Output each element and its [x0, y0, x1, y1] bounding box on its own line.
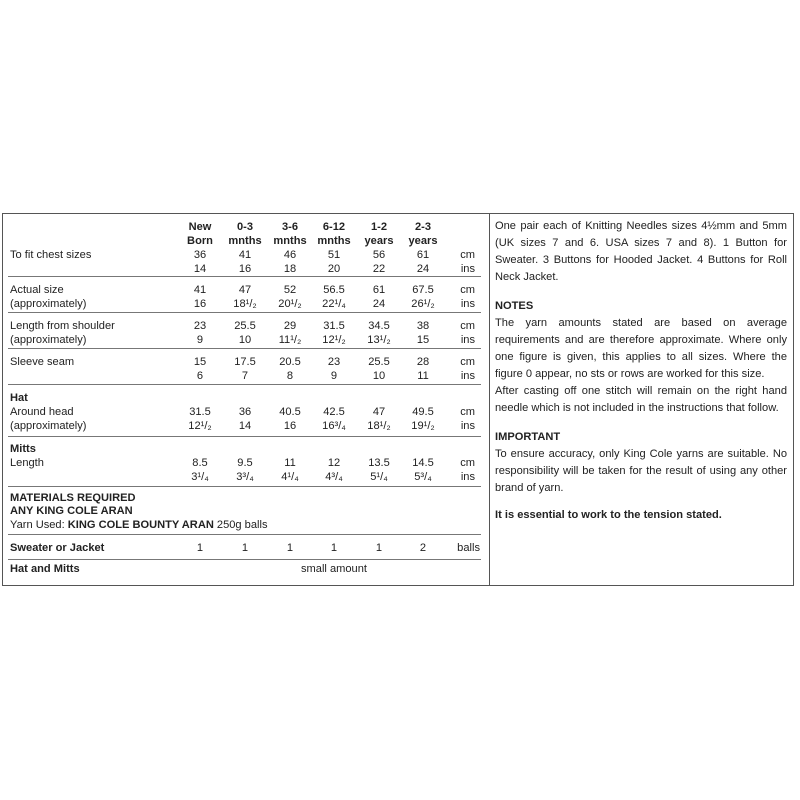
ins-value: 14	[193, 263, 207, 275]
ins-value: 20	[327, 263, 341, 275]
cm-value: 31.5	[323, 320, 345, 332]
sweater-balls-value: 1	[375, 542, 383, 554]
row-label: Length from shoulder	[10, 320, 115, 332]
hat-mitts-value: small amount	[301, 563, 367, 575]
yarn-name: KING COLE BOUNTY ARAN	[67, 519, 214, 531]
cm-value: 15	[193, 356, 207, 368]
unit-ins: ins	[460, 420, 475, 432]
ins-value: 11¹/₂	[278, 334, 302, 346]
mitts-cm-value: 14.5	[412, 457, 434, 469]
hat-ins-value: 16³/₄	[322, 420, 346, 432]
size-header-line1: 2-3	[414, 221, 432, 233]
size-header-line2: years	[364, 235, 394, 247]
unit-cm: cm	[460, 249, 475, 261]
sweater-balls-value: 2	[419, 542, 427, 554]
balls-unit: balls	[457, 542, 480, 554]
cm-value: 25.5	[368, 356, 390, 368]
ins-value: 8	[286, 370, 294, 382]
cm-value: 23	[193, 320, 207, 332]
cm-value: 47	[238, 284, 252, 296]
size-header-line1: 1-2	[370, 221, 388, 233]
row-separator	[8, 312, 481, 313]
cm-value: 67.5	[412, 284, 434, 296]
cm-value: 28	[416, 356, 430, 368]
notes-heading: NOTES	[495, 300, 534, 312]
size-header-line1: 3-6	[281, 221, 299, 233]
unit-ins: ins	[460, 370, 475, 382]
cm-value: 29	[283, 320, 297, 332]
cm-value: 51	[327, 249, 341, 261]
mitts-separator	[8, 486, 481, 487]
sweater-balls-value: 1	[241, 542, 249, 554]
hat-ins-value: 19¹/₂	[411, 420, 435, 432]
hat-cm-value: 47	[372, 406, 386, 418]
mitts-ins-value: 4¹/₄	[281, 471, 299, 483]
hat-label-sub: (approximately)	[10, 420, 87, 432]
sweater-balls-value: 1	[286, 542, 294, 554]
cm-value: 36	[193, 249, 207, 261]
row-label: To fit chest sizes	[10, 249, 92, 261]
ins-value: 10	[372, 370, 386, 382]
hat-ins-value: 18¹/₂	[367, 420, 391, 432]
cm-value: 56.5	[323, 284, 345, 296]
needles-buttons-text: One pair each of Knitting Needles sizes 4½mm and 5mm (UK sizes 7 and 6. USA sizes 7 and 8). 1 Button for Sweater. 3 Buttons for Hooded Jacket. 4 Buttons for Roll Neck Jacket.	[495, 220, 787, 283]
cm-value: 17.5	[234, 356, 256, 368]
important-heading: IMPORTANT	[495, 431, 561, 443]
ins-value: 9	[330, 370, 338, 382]
mitts-ins-value: 5¹/₄	[370, 471, 388, 483]
hat-heading: Hat	[10, 392, 28, 404]
hat-ins-value: 14	[238, 420, 252, 432]
cm-value: 25.5	[234, 320, 256, 332]
ins-value: 20¹/₂	[278, 298, 302, 310]
row-separator	[8, 384, 481, 385]
sizes-table	[3, 214, 489, 585]
mitts-ins-value: 5³/₄	[414, 471, 432, 483]
ins-value: 18	[283, 263, 297, 275]
unit-cm: cm	[460, 320, 475, 332]
size-header-line1: 6-12	[322, 221, 346, 233]
materials-heading: MATERIALS REQUIRED	[10, 492, 136, 504]
mitts-label: Length	[10, 457, 44, 469]
unit-ins: ins	[460, 471, 475, 483]
cm-value: 23	[327, 356, 341, 368]
hat-cm-value: 36	[238, 406, 252, 418]
mitts-cm-value: 12	[327, 457, 341, 469]
hat-cm-value: 49.5	[412, 406, 434, 418]
ins-value: 18¹/₂	[233, 298, 257, 310]
ins-value: 26¹/₂	[411, 298, 435, 310]
cm-value: 61	[416, 249, 430, 261]
row-separator	[8, 276, 481, 277]
ins-value: 7	[241, 370, 249, 382]
ins-value: 16	[238, 263, 252, 275]
hat-mitts-label: Hat and Mitts	[10, 563, 80, 575]
unit-ins: ins	[460, 298, 475, 310]
notes-column	[495, 218, 787, 524]
cm-value: 41	[193, 284, 207, 296]
ins-value: 24	[416, 263, 430, 275]
pattern-info-panel	[2, 213, 794, 586]
unit-cm: cm	[460, 457, 475, 469]
materials-subheading: ANY KING COLE ARAN	[10, 505, 133, 517]
ins-value: 13¹/₂	[367, 334, 391, 346]
important-paragraph: To ensure accuracy, only King Cole yarns are suitable. No responsibility will be taken for the result of using any other brand of yarn.	[495, 448, 787, 494]
sweater-separator	[8, 559, 481, 560]
unit-cm: cm	[460, 356, 475, 368]
ins-value: 22	[372, 263, 386, 275]
size-header-line2: Born	[187, 235, 213, 247]
notes-paragraph-1: The yarn amounts stated are based on average requirements and are therefore approximate. Where only one figure is given, this applies to all sizes. Where the figure 0 appear, no sts or rows are worked for this size.	[495, 317, 787, 380]
ins-value: 11	[417, 370, 429, 382]
cm-value: 52	[283, 284, 297, 296]
cm-value: 46	[283, 249, 297, 261]
size-header-line1: 0-3	[236, 221, 254, 233]
size-header-line1: New	[188, 221, 212, 233]
ins-value: 9	[196, 334, 204, 346]
mitts-cm-value: 11	[284, 457, 296, 469]
yarn-used-line	[10, 519, 268, 532]
sweater-balls-value: 1	[330, 542, 338, 554]
size-header-line2: mnths	[317, 235, 351, 247]
ins-value: 24	[372, 298, 386, 310]
notes-paragraph-2: After casting off one stitch will remain on the right hand needle which is not included in the instructions that follow.	[495, 385, 787, 414]
ins-value: 10	[238, 334, 252, 346]
cm-value: 38	[416, 320, 430, 332]
mitts-ins-value: 3¹/₄	[191, 471, 209, 483]
unit-ins: ins	[460, 334, 475, 346]
hat-separator	[8, 436, 481, 437]
unit-ins: ins	[460, 263, 475, 275]
unit-cm: cm	[460, 284, 475, 296]
sweater-balls-value: 1	[196, 542, 204, 554]
size-header-line2: mnths	[228, 235, 262, 247]
yarn-prefix: Yarn Used:	[10, 519, 68, 531]
column-divider	[489, 214, 490, 585]
mitts-heading: Mitts	[10, 443, 36, 455]
yarn-suffix: 250g balls	[213, 519, 268, 531]
cm-value: 41	[238, 249, 252, 261]
hat-label: Around head	[10, 406, 74, 418]
ins-value: 6	[196, 370, 204, 382]
hat-cm-value: 31.5	[189, 406, 211, 418]
ins-value: 12¹/₂	[322, 334, 346, 346]
sweater-label: Sweater or Jacket	[10, 542, 105, 554]
mitts-ins-value: 4³/₄	[325, 471, 343, 483]
row-label: Sleeve seam	[10, 356, 75, 368]
cm-value: 34.5	[368, 320, 390, 332]
ins-value: 22¹/₄	[322, 298, 346, 310]
hat-cm-value: 40.5	[279, 406, 301, 418]
cm-value: 20.5	[279, 356, 301, 368]
row-label: Actual size	[10, 284, 64, 296]
mitts-cm-value: 9.5	[237, 457, 253, 469]
cm-value: 56	[372, 249, 386, 261]
hat-ins-value: 12¹/₂	[188, 420, 212, 432]
mitts-cm-value: 13.5	[368, 457, 390, 469]
ins-value: 16	[193, 298, 207, 310]
mitts-cm-value: 8.5	[192, 457, 208, 469]
hat-ins-value: 16	[283, 420, 297, 432]
size-header-line2: years	[408, 235, 438, 247]
size-header-line2: mnths	[273, 235, 307, 247]
row-separator	[8, 348, 481, 349]
unit-cm: cm	[460, 406, 475, 418]
row-label-sub: (approximately)	[10, 334, 87, 346]
row-label-sub: (approximately)	[10, 298, 87, 310]
cm-value: 61	[372, 284, 386, 296]
hat-cm-value: 42.5	[323, 406, 345, 418]
ins-value: 15	[416, 334, 430, 346]
materials-separator	[8, 534, 481, 535]
mitts-ins-value: 3³/₄	[236, 471, 254, 483]
tension-note: It is essential to work to the tension stated.	[495, 509, 722, 521]
